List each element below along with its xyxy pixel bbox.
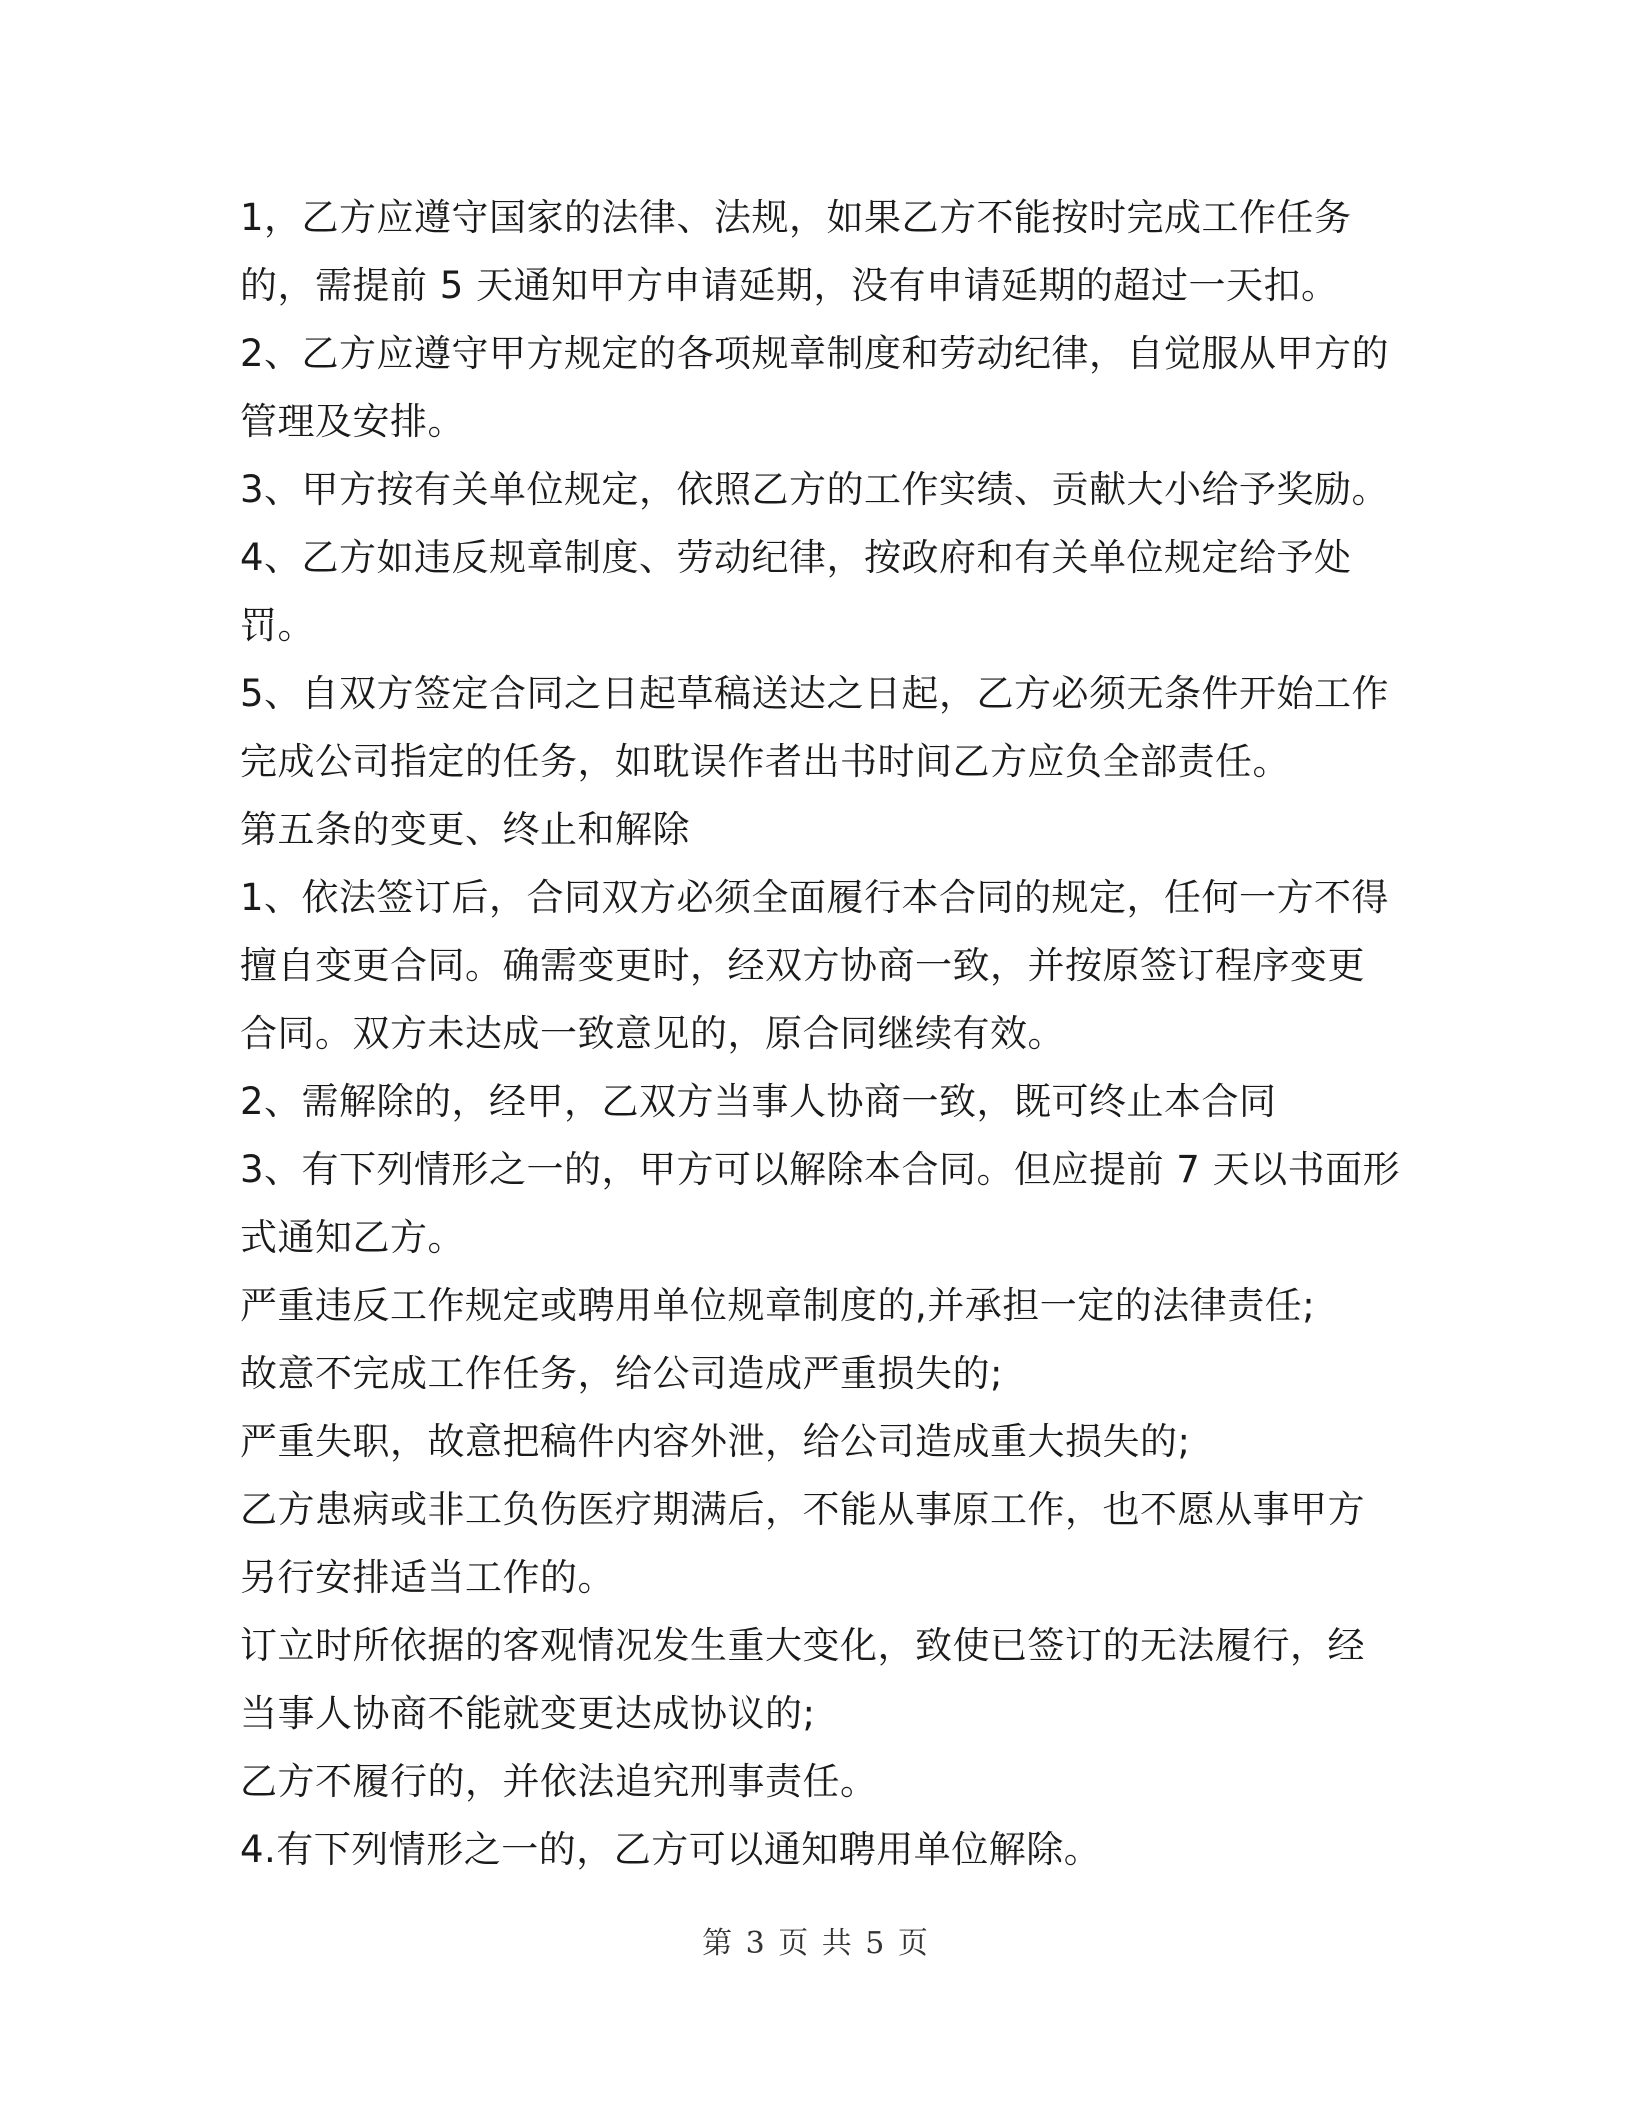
text-line: 擅自变更合同。确需变更时，经双方协商一致，并按原签订程序变更 [240,944,1365,987]
section-heading: 第五条的变更、终止和解除 [240,808,690,851]
text-line: 1、依法签订后，合同双方必须全面履行本合同的规定，任何一方不得 [240,876,1390,919]
text-line: 严重违反工作规定或聘用单位规章制度的,并承担一定的法律责任; [240,1284,1316,1327]
text-line: 合同。双方未达成一致意见的，原合同继续有效。 [240,1012,1065,1055]
text-line: 2、乙方应遵守甲方规定的各项规章制度和劳动纪律，自觉服从甲方的 [240,332,1390,375]
text-line: 当事人协商不能就变更达成协议的; [240,1692,816,1735]
text-line: 严重失职，故意把稿件内容外泄，给公司造成重大损失的; [240,1420,1191,1463]
text-line: 3、有下列情形之一的，甲方可以解除本合同。但应提前 7 天以书面形 [240,1148,1401,1191]
text-line: 完成公司指定的任务，如耽误作者出书时间乙方应负全部责任。 [240,740,1290,783]
text-line: 4.有下列情形之一的，乙方可以通知聘用单位解除。 [240,1828,1102,1871]
text-line: 3、甲方按有关单位规定，依照乙方的工作实绩、贡献大小给予奖励。 [240,468,1390,511]
text-line: 管理及安排。 [240,400,465,443]
text-line: 4、乙方如违反规章制度、劳动纪律，按政府和有关单位规定给予处 [240,536,1352,579]
page-number-footer: 第 3 页 共 5 页 [702,1926,930,1961]
text-line: 2、需解除的，经甲，乙双方当事人协商一致，既可终止本合同 [240,1080,1277,1123]
text-line: 式通知乙方。 [240,1216,465,1259]
text-line: 故意不完成工作任务，给公司造成严重损失的; [240,1352,1003,1395]
document-body [240,184,1401,1884]
text-line: 乙方不履行的，并依法追究刑事责任。 [240,1760,878,1803]
text-line: 的，需提前 5 天通知甲方申请延期，没有申请延期的超过一天扣。 [240,264,1339,307]
text-line: 1，乙方应遵守国家的法律、法规，如果乙方不能按时完成工作任务 [240,196,1352,239]
text-line: 罚。 [240,604,315,647]
text-line: 5、自双方签定合同之日起草稿送达之日起，乙方必须无条件开始工作 [240,672,1390,715]
text-line: 乙方患病或非工负伤医疗期满后，不能从事原工作，也不愿从事甲方 [240,1488,1365,1531]
text-line: 订立时所依据的客观情况发生重大变化，致使已签订的无法履行，经 [240,1624,1365,1667]
text-line: 另行安排适当工作的。 [240,1556,615,1599]
